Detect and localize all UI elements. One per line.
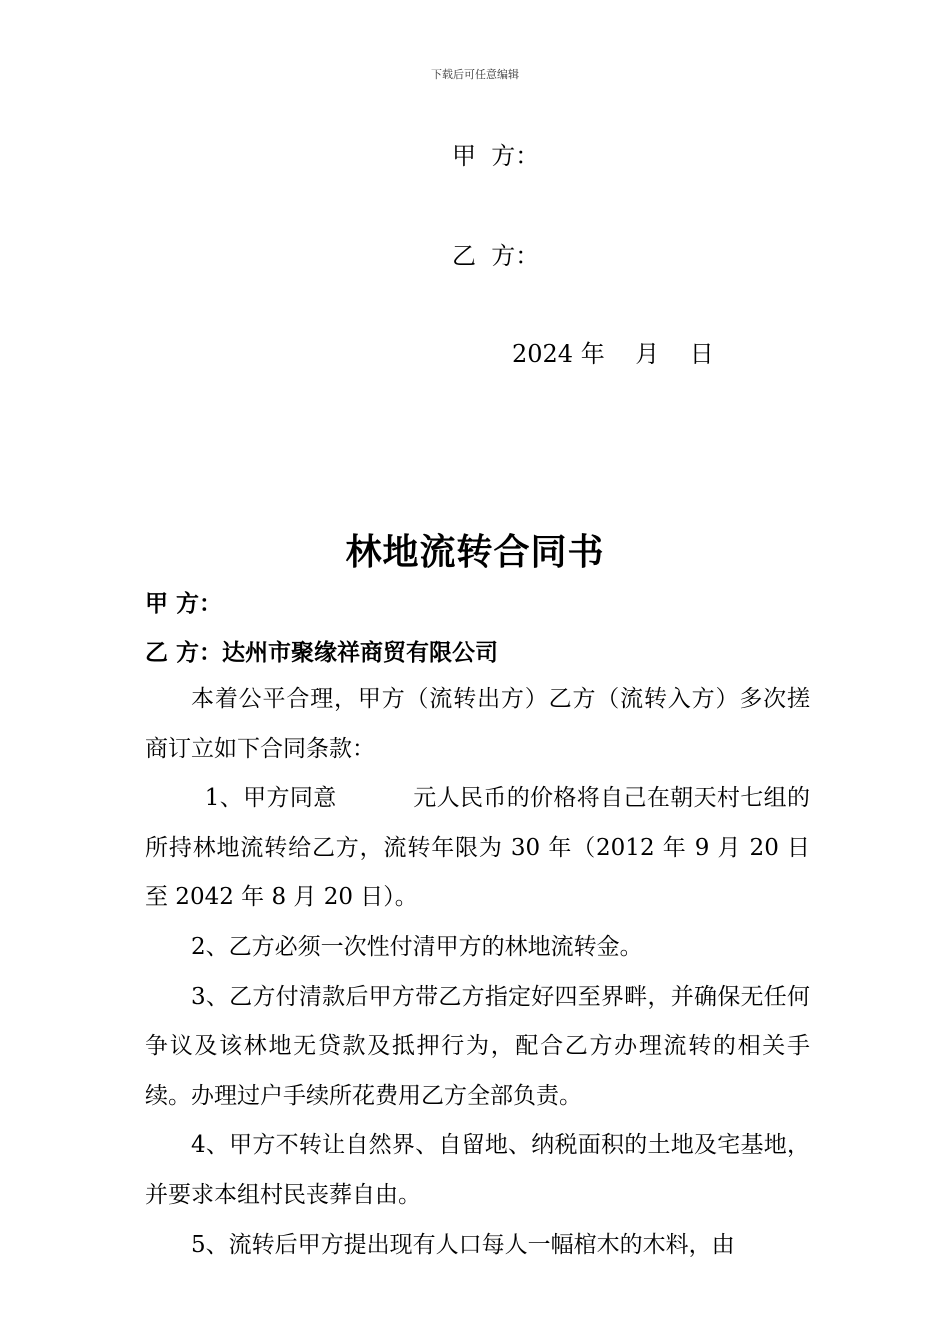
signature-party-b: 乙 方： [452,242,540,270]
signature-party-a: 甲 方： [452,142,540,170]
preamble-paragraph: 本着公平合理，甲方（流转出方）乙方（流转入方）多次搓商订立如下合同条款： [145,686,810,762]
clause-3: 3、乙方付清款后甲方带乙方指定好四至界畔，并确保无任何争议及该林地无贷款及抵押行为，配合乙方办理流转的相关手续。办理过户手续所花费用乙方全部负责。 [145,983,810,1109]
contract-body [145,675,810,1270]
clause-1: 1、甲方同意 元人民币的价格将自己在朝天村七组的所持林地流转给乙方，流转年限为 30 年（2012 年 9 月 20 日至 2042 年 8 月 20 日）。 [145,785,810,911]
contract-title: 林地流转合同书 [345,532,605,573]
header-note: 下载后可任意编辑 [431,68,519,81]
party-a-line: 甲 方： [145,591,223,617]
clause-2: 2、乙方必须一次性付清甲方的林地流转金。 [191,933,643,960]
party-b-line: 乙 方：达州市聚缘祥商贸有限公司 [145,640,499,666]
clause-4: 4、甲方不转让自然界、自留地、纳税面积的土地及宅基地，并要求本组村民丧葬自由。 [145,1132,810,1208]
signature-date: 2024 年 月 日 [512,340,714,368]
clause-5: 5、流转后甲方提出现有人口每人一幅棺木的木料，由 [191,1231,735,1258]
